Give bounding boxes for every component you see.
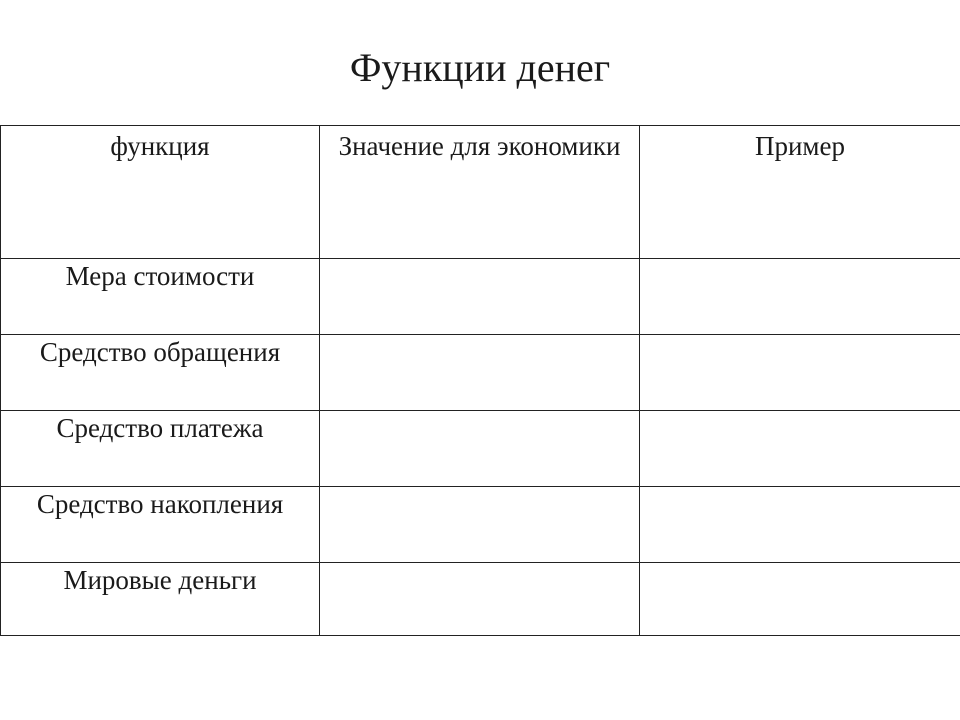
table-row	[1, 411, 960, 487]
cell-meaning	[320, 487, 640, 563]
functions-table	[0, 125, 960, 636]
table-header-row	[1, 126, 960, 259]
table-row	[1, 259, 960, 335]
cell-function: Средство платежа	[1, 411, 320, 487]
cell-meaning	[320, 563, 640, 636]
table-row	[1, 487, 960, 563]
cell-function: Средство накопления	[1, 487, 320, 563]
header-meaning: Значение для экономики	[320, 126, 640, 259]
cell-meaning	[320, 259, 640, 335]
cell-function: Мера стоимости	[1, 259, 320, 335]
cell-meaning	[320, 411, 640, 487]
header-example: Пример	[640, 126, 960, 259]
cell-example	[640, 411, 960, 487]
cell-function: Мировые деньги	[1, 563, 320, 636]
cell-example	[640, 335, 960, 411]
page-title: Функции денег	[349, 45, 611, 90]
cell-example	[640, 259, 960, 335]
cell-function: Средство обращения	[1, 335, 320, 411]
table-row	[1, 563, 960, 636]
cell-meaning	[320, 335, 640, 411]
table-row	[1, 335, 960, 411]
header-function: функция	[1, 126, 320, 259]
cell-example	[640, 563, 960, 636]
cell-example	[640, 487, 960, 563]
